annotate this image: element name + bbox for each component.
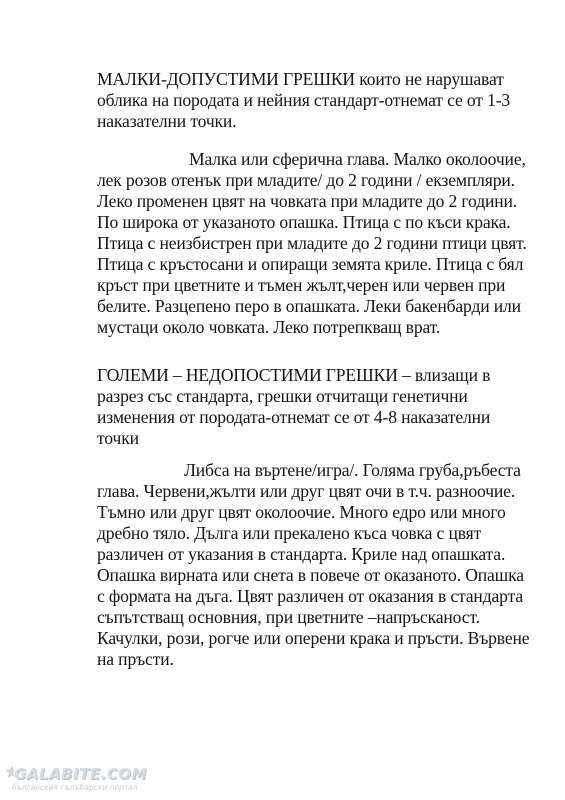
text-line: с формата на дъга. Цвят различен от оказания в стандарта — [97, 586, 523, 606]
text-line: Птица с неизбистрен при младите до 2 години птици цвят. — [97, 233, 527, 253]
text-line: Леко променен цвят на човката при младите до 2 години. — [97, 191, 518, 211]
text-line: изменения от породата-отнемат се от 4-8 наказателни — [97, 407, 491, 427]
minor-faults-list-paragraph — [97, 149, 527, 338]
text-line: Качулки, рози, рогче или оперени крака и пръсти. Вървене — [97, 628, 530, 648]
text-line: дребно тяло. Дълга или прекалено къса човка с цвят — [97, 523, 482, 543]
text-line: точки — [97, 428, 139, 448]
text-line: кръст при цветните и тъмен жълт,черен или червен при — [97, 275, 506, 295]
watermark-logo-text: GALABITE.COM — [14, 765, 147, 783]
text-line: облика на породата и нейния стандарт-отнемат се от 1-3 — [97, 90, 511, 110]
text-line: лек розов отенък при младите/ до 2 години / екземпляри. — [97, 170, 515, 190]
watermark-tagline: българския гълъбарски портал — [12, 783, 138, 792]
text-line: мустаци около човката. Леко потрепкващ врат. — [97, 317, 441, 337]
text-line: наказателни точки. — [97, 111, 237, 131]
major-faults-heading-paragraph — [97, 365, 490, 449]
text-line: съпътстващ основния, при цветните –напръсканост. — [97, 607, 480, 627]
text-line: глава. Червени,жълти или друг цвят очи в т.ч. разноочие. — [97, 481, 516, 501]
text-line: Либса на въртене/игра/. Голяма груба,ръбеста — [184, 460, 521, 480]
minor-faults-heading-paragraph — [97, 69, 510, 132]
watermark — [6, 763, 156, 795]
text-line: ГОЛЕМИ – НЕДОПОСТИМИ ГРЕШКИ – влизащи в — [97, 365, 491, 385]
text-line: Опашка вирната или снета в повече от оказаното. Опашка — [97, 565, 524, 585]
major-faults-list-paragraph — [97, 460, 529, 670]
text-line: на пръсти. — [97, 649, 174, 669]
text-line: Тъмно или друг цвят околоочие. Много едро или много — [97, 502, 506, 522]
text-line: Малка или сферична глава. Малко околоочие, — [189, 149, 526, 169]
text-line: белите. Разцепено перо в опашката. Леки бакенбарди или — [97, 296, 521, 316]
text-line: различен от указания в стандарта. Криле над опашката. — [97, 544, 506, 564]
text-line: По широка от указаното опашка. Птица с по къси крака. — [97, 212, 511, 232]
text-line: Птица с кръстосани и опиращи земята криле. Птица с бял — [97, 254, 524, 274]
text-line: МАЛКИ-ДОПУСТИМИ ГРЕШКИ които не нарушават — [97, 69, 504, 89]
text-line: разрез със стандарта, грешки отчитащи генетични — [97, 386, 468, 406]
